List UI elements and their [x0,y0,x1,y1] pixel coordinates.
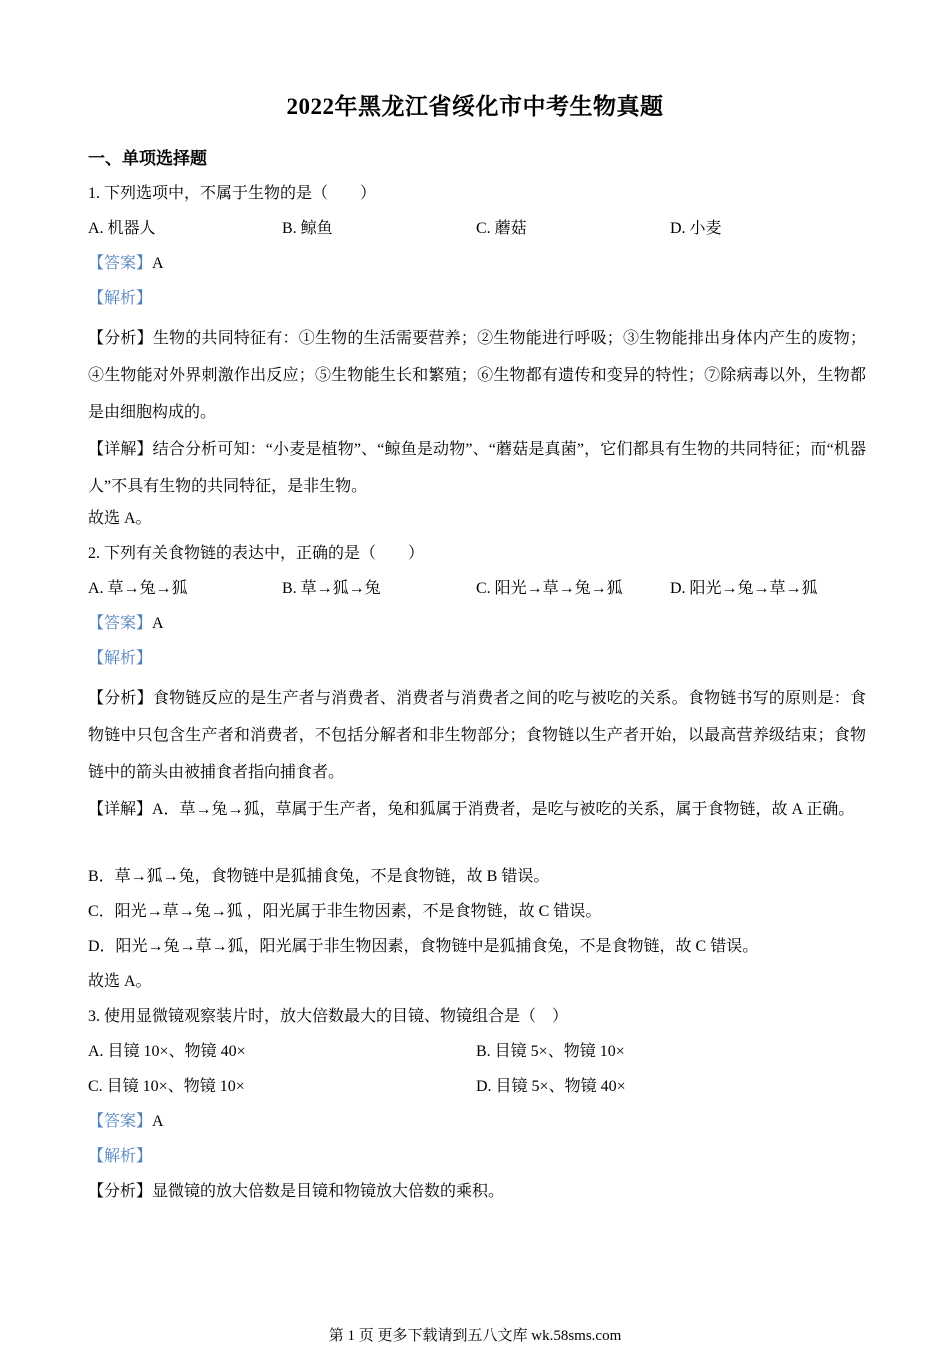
section-heading: 一、单项选择题 [88,149,207,168]
analysis-paragraph: 【分析】显微镜的放大倍数是目镜和物镜放大倍数的乘积。 [88,1183,505,1200]
answer-tag: 【答案】 [88,255,153,272]
detail-b: B．草→狐→兔，食物链中是狐捕食兔，不是食物链，故 B 错误。 [88,868,550,885]
question-2-stem: 2. 下列有关食物链的表达中，正确的是（ ） [88,545,425,562]
detail-c: C．阳光→草→兔→狐 ，阳光属于非生物因素，不是食物链，故 C 错误。 [88,903,602,920]
question-1-stem: 1. 下列选项中，不属于生物的是（ ） [88,185,377,202]
analysis-tag: 【解析】 [88,290,153,307]
analysis-line [88,1143,866,1178]
conclusion: 故选 A。 [88,973,152,990]
answer-value: A [152,255,164,272]
option-d: D. 小麦 [670,220,722,237]
answer-value: A [152,615,164,632]
analysis-line [88,285,866,320]
question-1-options [88,215,866,250]
page-title: 2022年黑龙江省绥化市中考生物真题 [286,94,664,119]
answer-line [88,1108,866,1143]
answer-line [88,610,866,645]
option-b: B. 鲸鱼 [282,220,333,237]
answer-tag: 【答案】 [88,615,153,632]
detail-paragraph: 【详解】结合分析可知：“小麦是植物”、“鲸鱼是动物”、“蘑菇是真菌”，它们都具有生物的共同特征；而“机器人”不具有生物的共同特征，是非生物。 [88,441,866,495]
option-b: B. 目镜 5×、物镜 10× [476,1043,625,1060]
question-3-options-row-2 [88,1073,866,1108]
option-a: A. 机器人 [88,220,156,237]
option-a: A. 目镜 10×、物镜 40× [88,1043,246,1060]
answer-line [88,250,866,285]
analysis-paragraph: 【分析】食物链反应的是生产者与消费者、消费者与消费者之间的吃与被吃的关系。食物链书写的原则是：食物链中只包含生产者和消费者，不包括分解者和非生物部分；食物链以生产者开始，以最高营养级结束；食物链中的箭头由被捕食者指向捕食者。 [88,690,866,781]
conclusion: 故选 A。 [88,510,152,527]
analysis-paragraph: 【分析】生物的共同特征有：①生物的生活需要营养；②生物能进行呼吸；③生物能排出身体内产生的废物；④生物能对外界刺激作出反应；⑤生物能生长和繁殖；⑥生物都有遗传和变异的特性；⑦除病毒以外，生物都是由细胞构成的。 [88,330,866,421]
page-footer: 第 1 页 更多下载请到五八文库 wk.58sms.com [328,1328,622,1344]
detail-paragraph: 【详解】A．草→兔→狐，草属于生产者，兔和狐属于消费者，是吃与被吃的关系，属于食物链，故 A 正确。 [88,801,855,818]
document-body [88,180,866,1213]
option-c: C. 目镜 10×、物镜 10× [88,1078,245,1095]
option-a: A. 草→兔→狐 [88,580,188,597]
option-c: C. 阳光→草→兔→狐 [476,580,623,597]
option-c: C. 蘑菇 [476,220,527,237]
question-2-options [88,575,866,610]
answer-value: A [152,1113,164,1130]
question-3-stem: 3. 使用显微镜观察装片时，放大倍数最大的目镜、物镜组合是（ ） [88,1008,569,1025]
option-d: D. 目镜 5×、物镜 40× [476,1078,626,1095]
option-b: B. 草→狐→兔 [282,580,381,597]
analysis-tag: 【解析】 [88,1148,153,1165]
option-d: D. 阳光→兔→草→狐 [670,580,818,597]
answer-tag: 【答案】 [88,1113,153,1130]
question-3-options-row-1 [88,1038,866,1073]
detail-d: D．阳光→兔→草→狐，阳光属于非生物因素，食物链中是狐捕食兔，不是食物链，故 C 错误。 [88,938,759,955]
analysis-line [88,645,866,680]
analysis-tag: 【解析】 [88,650,153,667]
